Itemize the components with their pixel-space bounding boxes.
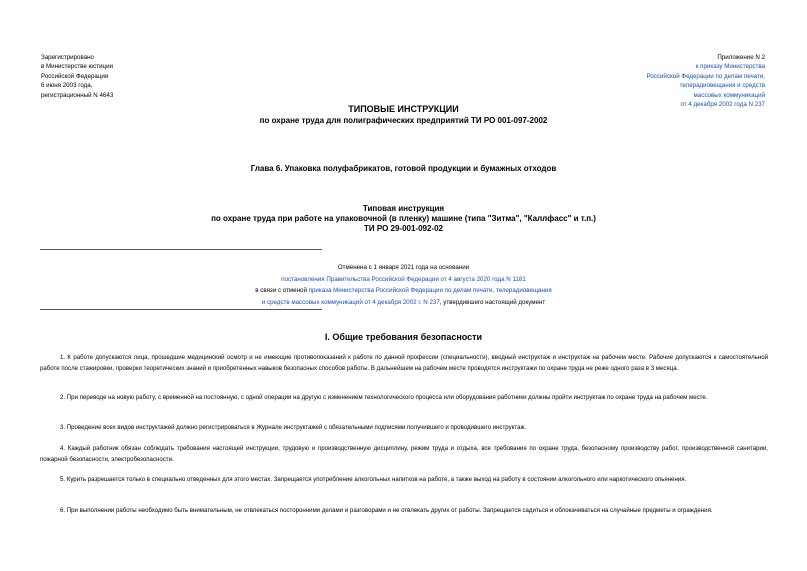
registration-line: регистрационный N 4643 bbox=[41, 91, 114, 99]
document-subtitle: по охране труда для полиграфических предприятий ТИ РО 001-097-2002 bbox=[259, 116, 548, 125]
section-heading: I. Общие требования безопасности bbox=[324, 332, 483, 342]
paragraph: 2. При переводе на новую работу, с временной на постоянную, с одной операции на другую с изменением технологического процесса или оборудования работники должны пройти инструктаж по охране труда на рабочем месте. bbox=[60, 394, 708, 401]
appendix-title: Приложение N 2 bbox=[717, 54, 765, 61]
registration-line: 6 июня 2003 года, bbox=[41, 82, 93, 90]
registration-line: Российской Федерации bbox=[41, 72, 109, 80]
appendix-block bbox=[585, 53, 765, 109]
instruction-subtitle: по охране труда при работе на упаковочной (в пленку) машине (типа "Зитма", "Каллфасс" и т.п.) bbox=[211, 214, 596, 223]
government-decree-link[interactable]: постановления Правительства Российской Федерации от 4 августа 2020 года N 1181 bbox=[281, 275, 526, 283]
appendix-line: к приказу Министерства bbox=[695, 63, 765, 71]
appendix-line: массовых коммуникаций bbox=[693, 91, 765, 99]
divider bbox=[40, 249, 322, 250]
ministry-order-link-cont[interactable]: и средств массовых коммуникаций от 4 декабря 2002 г. N 237 bbox=[261, 298, 440, 306]
notice-line: Отменена с 1 января 2021 года на основании bbox=[337, 264, 470, 271]
divider bbox=[40, 309, 322, 310]
registration-line: в Министерстве юстиции bbox=[41, 63, 114, 71]
paragraph: 6. При выполнении работы необходимо быть внимательным, не отвлекаться посторонними делами и разговорами и не отвлекать других от работы. Запрещается садиться и облокачиваться на случайные предметы и ограждения. bbox=[60, 507, 713, 514]
document-title: ТИПОВЫЕ ИНСТРУКЦИИ bbox=[348, 104, 459, 114]
appendix-line: Российской Федерации по делам печати, bbox=[646, 72, 765, 80]
notice-text: , утвердившего настоящий документ bbox=[439, 298, 546, 306]
registration-line: Зарегистрировано bbox=[41, 54, 94, 61]
paragraph: 3. Проведение всех видов инструктажей должно регистрироваться в Журнале инструктажей с обязательными подписями получившего и проводившего инструктаж. bbox=[60, 424, 527, 431]
ministry-order-link[interactable]: приказа Министерства Российской Федерации по делам печати, телерадиовещания bbox=[308, 287, 552, 294]
appendix-order-link[interactable] bbox=[585, 62, 765, 109]
chapter-heading: Глава 6. Упаковка полуфабрикатов, готовой продукции и бумажных отходов bbox=[250, 164, 557, 173]
appendix-line: телерадиовещания и средств bbox=[679, 82, 765, 90]
paragraph: 5. Курить разрешается только в специально отведенных для этого местах. Запрещается употребление алкогольных напитков на работе, а также выход на работу в состоянии алкогольного или наркотического опьянения. bbox=[60, 476, 687, 483]
notice-text: в связи с отменой bbox=[255, 287, 309, 294]
repeal-notice bbox=[0, 262, 807, 308]
registration-block bbox=[41, 53, 181, 100]
paragraph: 1. К работе допускаются лица, прошедшие медицинский осмотр и не имеющие противопоказаний к работе по данной профессии (специальности), вводный инструктаж и инструктаж на рабочем месте. Рабочие допускаются к самостоятельной работе после стажировки, проверки теоретических знаний и приобретенных навыков безопасных способов работы. В дальнейшем на рабочем месте проводятся инструктажи по охране труда не реже одного раза в 3 месяца. bbox=[40, 354, 768, 372]
instruction-title: Типовая инструкция bbox=[362, 204, 445, 213]
appendix-line: от 4 декабря 2002 года N 237 bbox=[680, 101, 765, 109]
instruction-code: ТИ РО 29-001-092-02 bbox=[363, 224, 444, 233]
paragraph: 4. Каждый работник обязан соблюдать требования настоящей инструкции, трудовую и производственную дисциплину, режим труда и отдыха, все требования по охране труда, безопасному производству работ, производственной санитарии, пожарной безопасности, электробезопасности. bbox=[40, 445, 768, 463]
